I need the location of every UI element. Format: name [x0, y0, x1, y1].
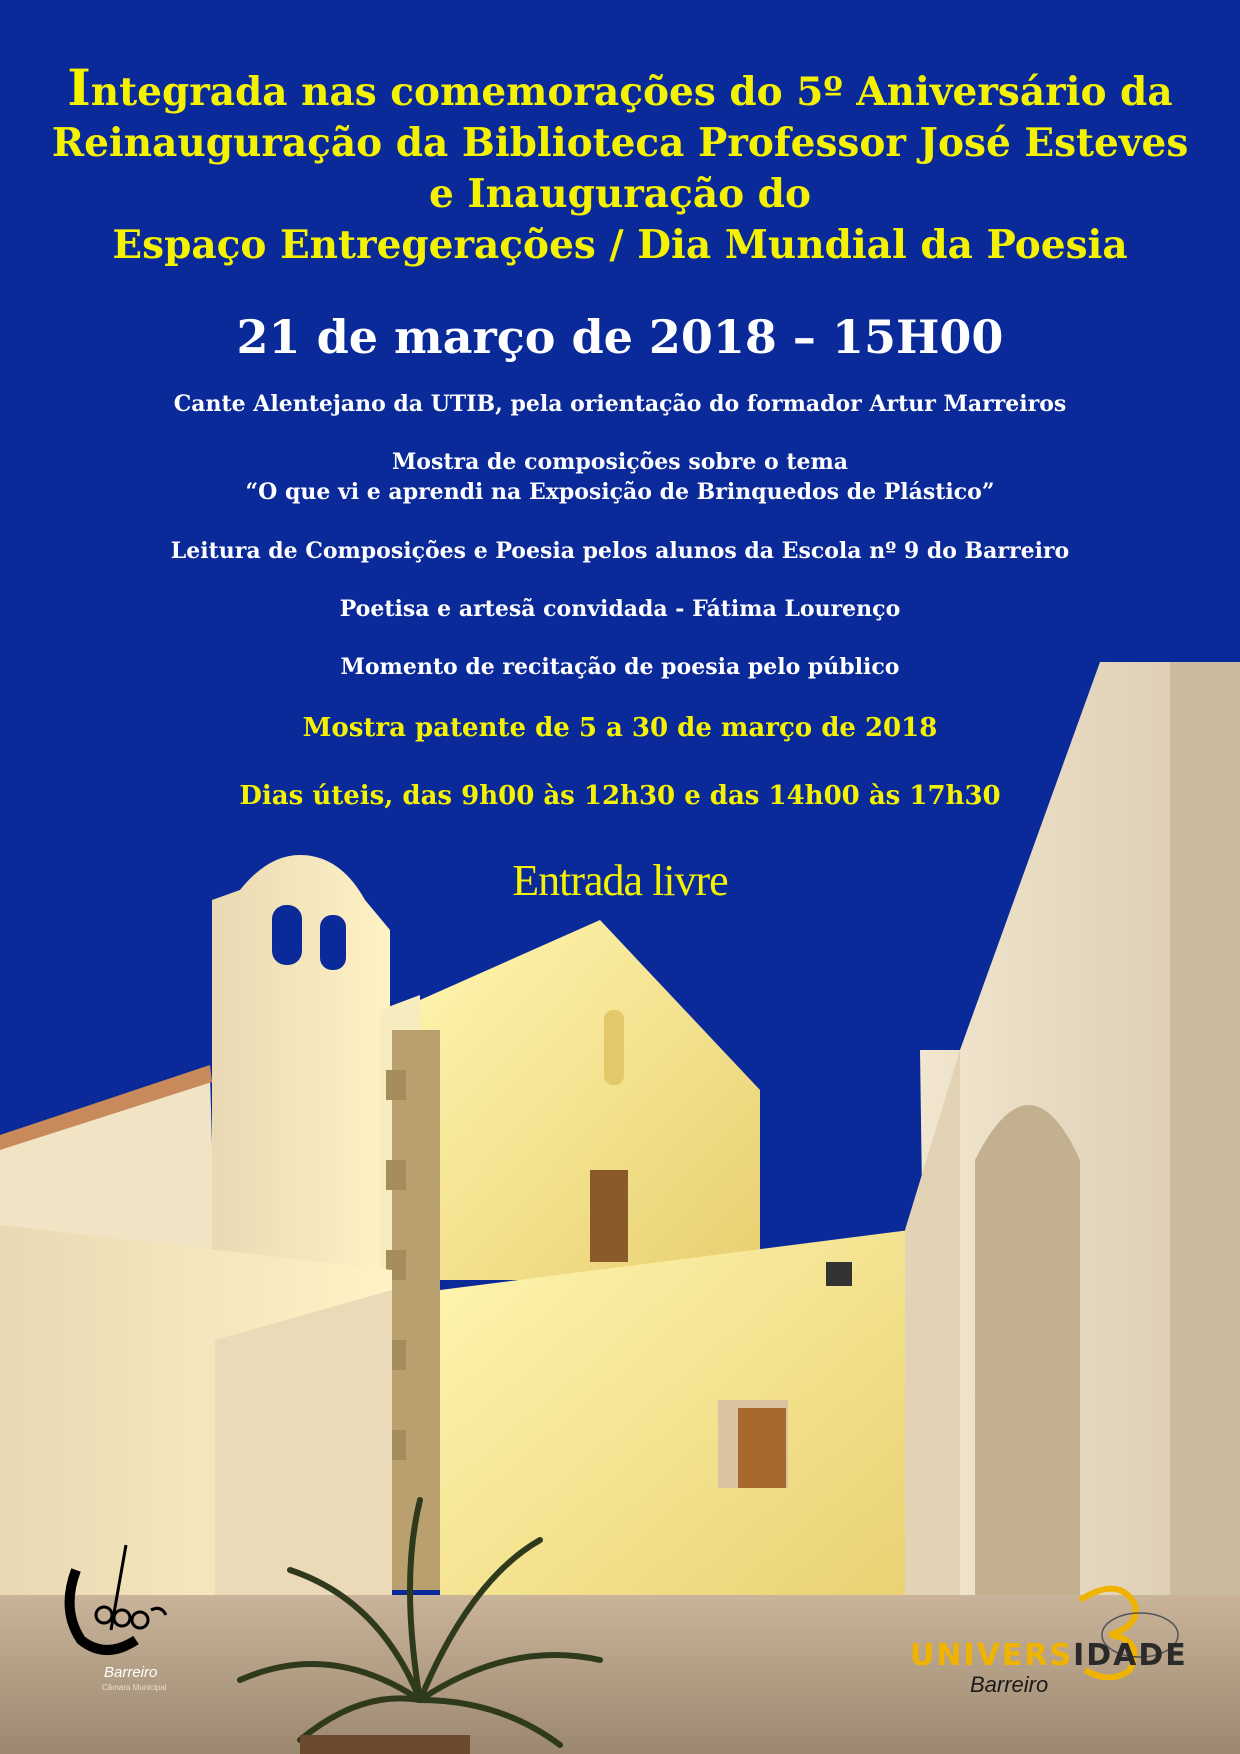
- program-item-poetisa: Poetisa e artesã convidada - Fátima Lourenço: [339, 596, 901, 622]
- title-line-1-text: ntegrada nas comemorações do 5º Aniversário da: [90, 69, 1173, 115]
- program-item-recitacao: Momento de recitação de poesia pelo público: [340, 654, 900, 680]
- opening-hours: Dias úteis, das 9h00 às 12h30 e das 14h00 às 17h30: [239, 781, 1001, 811]
- title-drop-cap: I: [67, 58, 91, 117]
- title-line-3: e Inauguração do: [429, 171, 811, 217]
- universidade-logo-place: Barreiro: [970, 1672, 1049, 1697]
- camara-barreiro-logo: [56, 1540, 186, 1700]
- title-line-4: Espaço Entregerações / Dia Mundial da Poesia: [112, 222, 1128, 268]
- program-item-leitura: Leitura de Composições e Poesia pelos alunos da Escola nº 9 do Barreiro: [170, 538, 1070, 564]
- program-item-tema: “O que vi e aprendi na Exposição de Brinquedos de Plástico”: [245, 479, 995, 505]
- title-line-1: [0, 58, 1240, 118]
- program-item-cante: Cante Alentejano da UTIB, pela orientação do formador Artur Marreiros: [173, 391, 1067, 417]
- event-date: 21 de março de 2018 – 15H00: [236, 310, 1004, 364]
- camara-logo-icon: [56, 1540, 186, 1665]
- title-line-2: Reinauguração da Biblioteca Professor José Esteves: [51, 120, 1189, 166]
- free-entry: Entrada livre: [512, 856, 728, 905]
- universidade-barreiro-logo: [910, 1580, 1190, 1697]
- camara-logo-name: Barreiro: [104, 1664, 158, 1681]
- universidade-logo-word-a: UNIVERS: [910, 1638, 1074, 1673]
- title-block: [0, 58, 1240, 271]
- camara-logo-sub: Câmara Municipal: [102, 1683, 167, 1692]
- universidade-logo-word-b: IDADE: [1073, 1638, 1188, 1673]
- program-item-mostra: Mostra de composições sobre o tema: [391, 449, 849, 475]
- universidade-logo-word: [910, 1638, 1188, 1673]
- exhibition-dates: Mostra patente de 5 a 30 de março de 2018: [302, 713, 938, 743]
